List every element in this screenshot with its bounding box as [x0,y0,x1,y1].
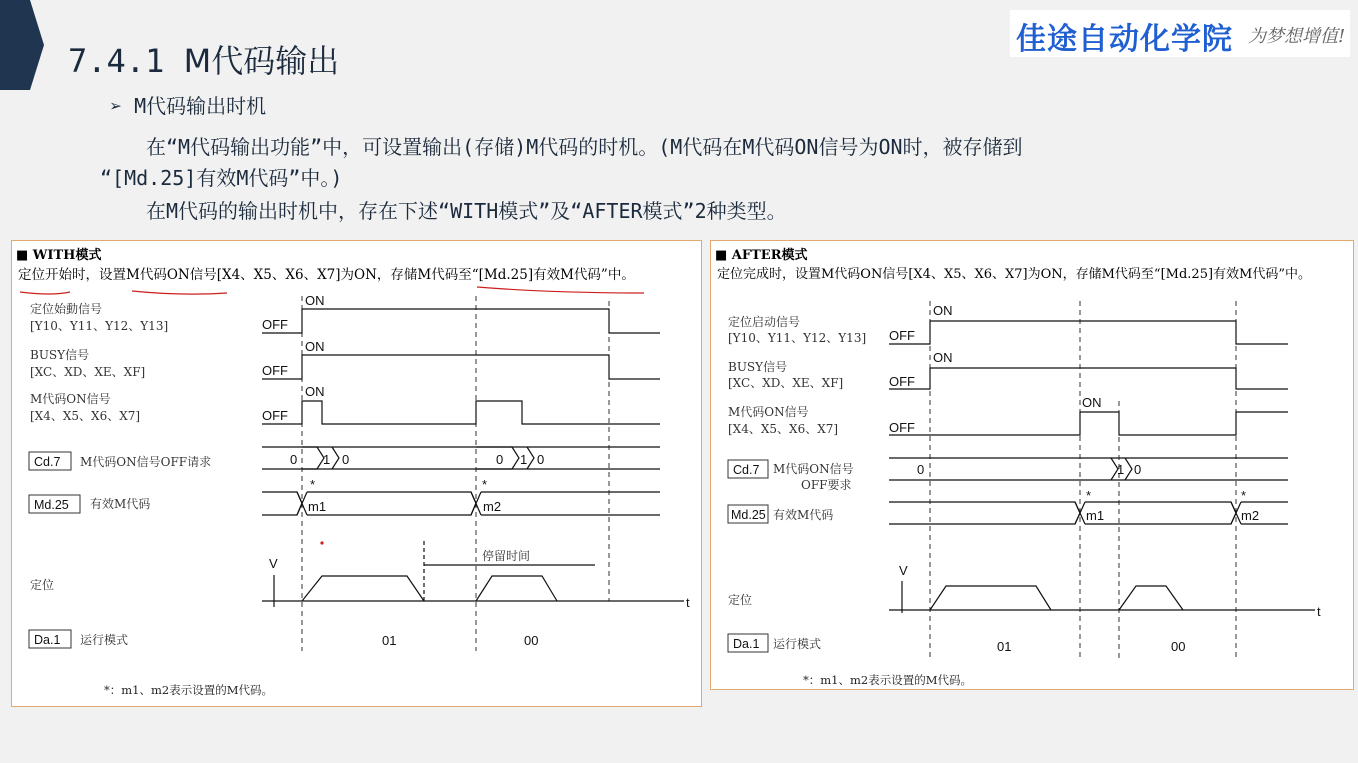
with-dwell-label: 停留时间 [482,549,531,563]
with-timing-diagram [12,241,701,706]
after-busy-addr: [XC、XD、XE、XF] [728,376,844,390]
with-mcode-addr: [X4、X5、X6、X7] [30,409,141,423]
with-busy-name: BUSY信号 [30,348,90,362]
with-cd7-0d: 0 [537,452,545,467]
after-t-axis: t [1317,604,1321,619]
after-v-axis: V [899,563,908,578]
after-start-addr: [Y10、Y11、Y12、Y13] [728,331,867,345]
with-md25-label: 有效M代码 [90,497,151,511]
after-da1-label: 运行模式 [773,637,822,651]
after-cd7-1: 1 [1117,462,1125,477]
annotation-dot [320,541,323,544]
after-cd7-label-2: OFF要求 [801,478,852,492]
with-t-axis: t [686,595,690,610]
with-cd7-label: M代码ON信号OFF请求 [80,455,212,469]
with-start-off: OFF [262,317,288,332]
with-star-1: * [310,477,316,492]
with-mode-01: 01 [382,633,397,648]
with-description: 定位开始时，设置M代码ON信号[X4、X5、X6、X7]为ON，存储M代码至“[Md.25]有效M代码”中。 [18,267,635,283]
section-title: M代码输出 [183,42,340,80]
with-m2: m2 [483,499,502,514]
after-pos-label: 定位 [728,593,753,607]
annotation-underline-1 [20,292,70,294]
with-cd7-1a: 1 [323,452,331,467]
with-cd7-0b: 0 [342,452,350,467]
with-md25-box: Md.25 [34,498,69,512]
with-cd7-0a: 0 [290,452,298,467]
with-pos-label: 定位 [30,578,55,592]
subsection-title [110,90,266,119]
after-start-name: 定位启动信号 [728,315,801,329]
with-mode-00: 00 [524,633,539,648]
after-cd7-0b: 0 [1134,462,1142,477]
after-busy-name: BUSY信号 [728,360,788,374]
brand-logo [1010,10,1350,57]
with-m1: m1 [308,499,327,514]
with-busy-on: ON [305,339,325,354]
corner-decoration [0,0,44,90]
after-mode-00: 00 [1171,639,1186,654]
with-start-on: ON [305,293,325,308]
after-footnote: *：m1、m2表示设置的M代码。 [803,673,972,687]
with-mcode-off: OFF [262,408,288,423]
after-heading: ■ AFTER模式 [715,248,808,263]
with-mode-panel [11,240,702,707]
with-start-addr: [Y10、Y11、Y12、Y13] [30,319,169,333]
after-m1: m1 [1086,508,1105,523]
logo-text: 佳途自动化学院 [1016,22,1233,57]
after-timing-diagram [711,241,1353,689]
after-mode-panel [710,240,1354,690]
with-cd7-box: Cd.7 [34,455,61,469]
after-start-off: OFF [889,328,915,343]
body-line-1: 在“M代码输出功能”中，可设置输出(存储)M代码的时机。(M代码在M代码ON信号为ON时，被存储到 [146,135,1023,159]
after-mcode-name: M代码ON信号 [728,405,809,419]
annotation-underline-3 [477,287,644,293]
with-heading: ■ WITH模式 [16,248,102,263]
section-number: 7.4.1 [68,42,165,80]
page-title [68,36,339,82]
with-start-name: 定位始動信号 [30,302,103,316]
with-cd7-1b: 1 [520,452,528,467]
with-v-axis: V [269,556,278,571]
body-line-2: “[Md.25]有效M代码”中。) [100,166,343,190]
after-busy-off: OFF [889,374,915,389]
after-m2: m2 [1241,508,1260,523]
after-star-2: * [1241,488,1247,503]
logo-slogan: 为梦想增值! [1248,26,1346,47]
after-description: 定位完成时，设置M代码ON信号[X4、X5、X6、X7]为ON，存储M代码至“[Md.25]有效M代码”中。 [717,267,1311,282]
with-busy-addr: [XC、XD、XE、XF] [30,365,146,379]
after-busy-on: ON [933,350,953,365]
after-mode-01: 01 [997,639,1012,654]
with-da1-label: 运行模式 [80,633,129,647]
with-cd7-0c: 0 [496,452,504,467]
bullet-icon: ➢ [110,94,123,118]
after-md25-box: Md.25 [731,508,766,522]
after-start-on: ON [933,303,953,318]
with-busy-off: OFF [262,363,288,378]
after-mcode-addr: [X4、X5、X6、X7] [728,422,839,436]
after-star-1: * [1086,488,1092,503]
annotation-underline-2 [132,291,227,294]
after-da1-box: Da.1 [733,637,760,651]
with-mcode-on: ON [305,384,325,399]
after-cd7-0a: 0 [917,462,925,477]
with-star-2: * [482,477,488,492]
with-da1-box: Da.1 [34,633,61,647]
subsection-label: M代码输出时机 [134,94,267,118]
after-md25-label: 有效M代码 [773,508,834,522]
after-cd7-box: Cd.7 [733,463,760,477]
with-footnote: *：m1、m2表示设置的M代码。 [104,683,273,697]
after-mcode-off: OFF [889,420,915,435]
with-mcode-name: M代码ON信号 [30,392,111,406]
after-cd7-label-1: M代码ON信号 [773,462,854,476]
body-line-3: 在M代码的输出时机中，存在下述“WITH模式”及“AFTER模式”2种类型。 [146,199,787,223]
after-mcode-on: ON [1082,395,1102,410]
